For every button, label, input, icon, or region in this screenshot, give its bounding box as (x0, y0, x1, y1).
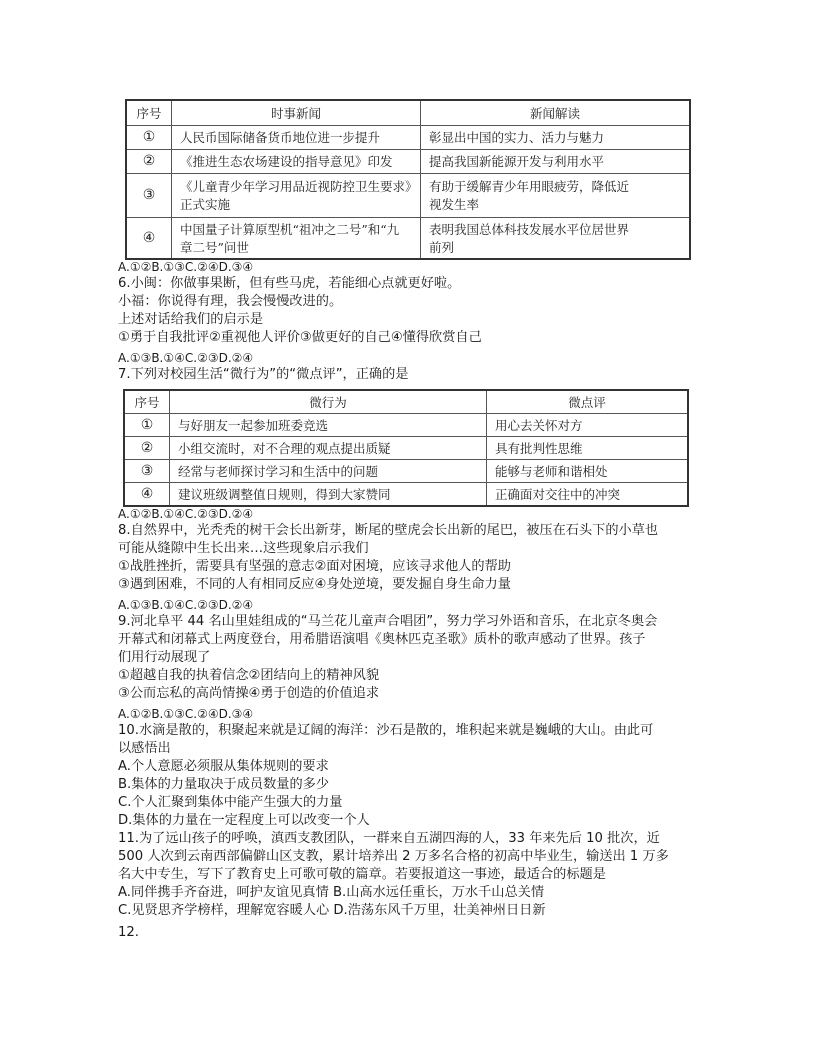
behavior-cell: 经常与老师探讨学习和生活中的问题 (170, 460, 487, 483)
q7-stem: 7.下列对校园生活“微行为”的“微点评”，正确的是 (118, 367, 409, 382)
q11-stem-2: 500 人次到云南西部偏僻山区支教，累计培养出 2 万多名合格的初高中毕业生，输送出 1 万多 (118, 849, 669, 864)
q9-stem-2: 开幕式和闭幕式上两度登台，用希腊语演唱《奥林匹克圣歌》质朴的歌声感动了世界。孩子 (118, 632, 646, 647)
behavior-cell: 小组交流时，对不合理的观点提出质疑 (170, 437, 487, 460)
reading-line: 有助于缓解青少年用眼疲劳，降低近 (429, 179, 630, 194)
table-row (126, 173, 690, 217)
behavior-table (123, 389, 689, 507)
table-row (124, 414, 688, 437)
q9-statements-2: ③公而忘私的高尚情操④勇于创造的价值追求 (118, 686, 380, 701)
header-num: 序号 (126, 100, 172, 125)
news-line: 《儿童青少年学习用品近视防控卫生要求》 (180, 179, 418, 194)
news-cell (172, 125, 421, 149)
q10-option-c: C.个人汇聚到集体中能产生强大的力量 (118, 795, 343, 810)
behavior-table-header (124, 390, 688, 414)
q6-options: A.①③B.①④C.②③D.②④ (118, 351, 254, 365)
q6-reply: 小福：你说得有理，我会慢慢改进的。 (118, 294, 343, 309)
q11-stem-1: 11.为了远山孩子的呼唤，滇西支教团队，一群来自五湖四海的人，33 年来先后 10 批次，近 (118, 831, 660, 846)
header-num: 序号 (124, 390, 170, 414)
reading-cell (421, 217, 691, 259)
table-row (126, 125, 690, 149)
behavior-cell: 与好朋友一起参加班委竞选 (170, 414, 487, 437)
news-table (125, 99, 691, 260)
reading-line: 提高我国新能源开发与利用水平 (429, 154, 605, 169)
q11-options-cd: C.见贤思齐学榜样，理解宽容暖人心 D.浩荡东风千万里，壮美神州日日新 (118, 903, 546, 918)
row-num: ④ (126, 217, 172, 259)
q10-stem-1: 10.水滴是散的，积聚起来就是辽阔的海洋：沙石是散的，堆积起来就是巍峨的大山。由此可 (118, 723, 654, 738)
table-row (124, 437, 688, 460)
header-reading: 新闻解读 (421, 100, 691, 125)
row-num: ① (124, 414, 170, 437)
q6-stem: 6.小闽：你做事果断，但有些马虎，若能细心点就更好啦。 (118, 276, 461, 291)
row-num: ② (124, 437, 170, 460)
reading-line: 彰显出中国的实力、活力与魅力 (429, 130, 605, 145)
row-num: ① (126, 125, 172, 149)
news-cell (172, 217, 421, 259)
q5-options: A.①②B.①③C.②④D.③④ (118, 260, 254, 274)
news-line: 《推进生态农场建设的指导意见》印发 (180, 154, 393, 169)
q9-options: A.①②B.①③C.②④D.③④ (118, 707, 254, 721)
q8-options: A.①③B.①④C.②③D.②④ (118, 598, 254, 612)
comment-cell: 具有批判性思维 (487, 437, 689, 460)
q10-option-a: A.个人意愿必须服从集体规则的要求 (118, 759, 329, 774)
q6-prompt: 上述对话给我们的启示是 (118, 312, 264, 327)
row-num: ③ (126, 173, 172, 217)
header-comment: 微点评 (487, 390, 689, 414)
comment-cell: 正确面对交往中的冲突 (487, 483, 689, 507)
q8-statements-2: ③遇到困难，不同的人有相同反应④身处逆境，要发掘自身生命力量 (118, 577, 511, 592)
table-row (126, 217, 690, 259)
q10-option-b: B.集体的力量取决于成员数量的多少 (118, 777, 330, 792)
row-num: ④ (124, 483, 170, 507)
row-num: ② (126, 149, 172, 173)
reading-line: 视发生率 (429, 197, 480, 212)
q6-statements: ①勇于自我批评②重视他人评价③做更好的自己④懂得欣赏自己 (118, 330, 482, 345)
news-table-header (126, 100, 690, 125)
news-line: 人民币国际储备货币地位进一步提升 (180, 130, 381, 145)
q9-stem-3: 们用行动展现了 (118, 650, 211, 665)
table-row (126, 149, 690, 173)
news-line: 正式实施 (180, 197, 231, 212)
q12-number: 12. (118, 925, 139, 940)
behavior-cell: 建议班级调整值日规则，得到大家赞同 (170, 483, 487, 507)
header-news: 时事新闻 (172, 100, 421, 125)
q10-stem-2: 以感悟出 (118, 741, 171, 756)
reading-cell (421, 173, 691, 217)
reading-line: 前列 (429, 239, 455, 255)
header-behavior: 微行为 (170, 390, 487, 414)
q10-option-d: D.集体的力量在一定程度上可以改变一个人 (118, 813, 370, 828)
q9-statements-1: ①超越自我的执着信念②团结向上的精神风貌 (118, 668, 380, 683)
q9-stem-1: 9.河北阜平 44 名山里娃组成的“马兰花儿童声合唱团”，努力学习外语和音乐，在北京冬奥会 (118, 614, 658, 629)
q11-options-ab: A.同伴携手齐奋进，呵护友谊见真情 B.山高水远任重长，万水千山总关情 (118, 885, 545, 900)
news-cell (172, 173, 421, 217)
q8-stem-1: 8.自然界中，光秃秃的树干会长出新芽，断尾的壁虎会长出新的尾巴，被压在石头下的小草也 (118, 523, 659, 538)
reading-cell (421, 125, 691, 149)
q7-options: A.①②B.①④C.②③D.②④ (118, 507, 254, 521)
row-num: ③ (124, 460, 170, 483)
news-line: 章二号”问世 (180, 239, 249, 255)
reading-line: 表明我国总体科技发展水平位居世界 (429, 221, 630, 237)
table-row (124, 483, 688, 507)
news-cell (172, 149, 421, 173)
news-line: 中国量子计算原型机“祖冲之二号”和“九 (180, 221, 400, 237)
comment-cell: 能够与老师和谐相处 (487, 460, 689, 483)
q8-statements-1: ①战胜挫折，需要具有坚强的意志②面对困境，应该寻求他人的帮助 (118, 559, 511, 574)
q8-stem-2: 可能从缝隙中生长出来…这些现象启示我们 (118, 541, 369, 556)
table-row (124, 460, 688, 483)
comment-cell: 用心去关怀对方 (487, 414, 689, 437)
q11-stem-3: 名大中专生，写下了教育史上可歌可敬的篇章。若要报道这一事迹，最适合的标题是 (118, 867, 606, 882)
reading-cell (421, 149, 691, 173)
